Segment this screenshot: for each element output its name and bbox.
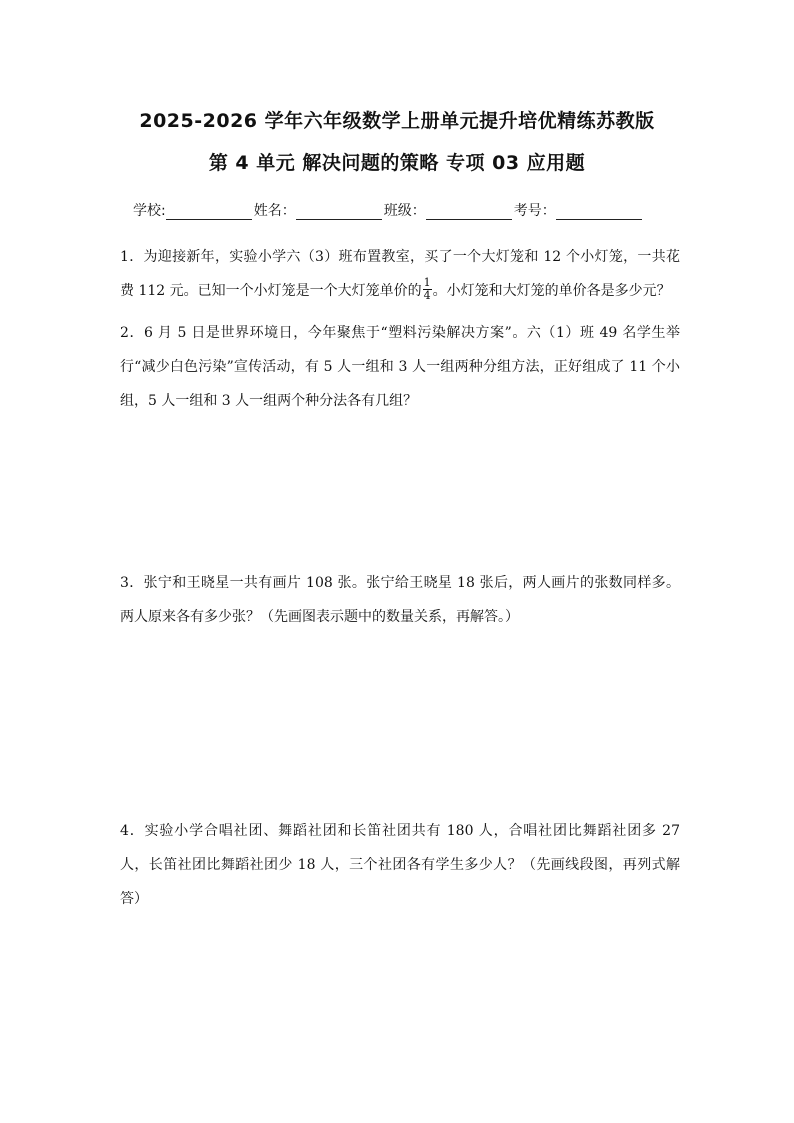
exam-no-label: 考号： (513, 203, 556, 219)
name-field[interactable] (254, 200, 384, 220)
school-blank[interactable] (166, 205, 252, 220)
fraction-one-quarter (423, 277, 432, 302)
class-blank[interactable] (426, 205, 512, 220)
worksheet-subtitle: 第 4 单元 解决问题的策略 专项 03 应用题 (208, 152, 586, 174)
school-label: 学校: (133, 203, 166, 219)
class-field[interactable] (384, 200, 514, 220)
exam-no-field[interactable] (514, 200, 642, 220)
question-2: 2．6 月 5 日是世界环境日，今年聚焦于“塑料污染解决方案”。六（1）班 49 名学生举行“减少白色污染”宣传活动，有 5 人一组和 3 人一组两种分组方法，正好组成了 11 个小组，5 人一组和 3 人一组两个种分法各有几组？ (120, 325, 680, 409)
school-field[interactable] (133, 200, 254, 220)
question-1-text: 1．为迎接新年，实验小学六（3）班布置教室，买了一个大灯笼和 12 个小灯笼，一共花费 112 元。已知一个小灯笼是一个大灯笼单价的 (120, 249, 680, 299)
name-label: 姓名： (253, 203, 296, 219)
name-blank[interactable] (296, 205, 382, 220)
worksheet-title: 2025-2026 学年六年级数学上册单元提升培优精练苏教版 (139, 110, 655, 132)
fraction-denominator: 4 (423, 288, 431, 302)
class-label: 班级： (383, 203, 426, 219)
question-4: 4．实验小学合唱社团、舞蹈社团和长笛社团共有 180 人，合唱社团比舞蹈社团多 27 人，长笛社团比舞蹈社团少 18 人，三个社团各有学生多少人？（先画线段图，再列式解答） (120, 823, 680, 907)
question-3: 3．张宁和王晓星一共有画片 108 张。张宁给王晓星 18 张后，两人画片的张数同样多。两人原来各有多少张？（先画图表示题中的数量关系，再解答。） (120, 575, 680, 625)
student-info-line (133, 200, 642, 220)
exam-no-blank[interactable] (556, 205, 642, 220)
fraction-numerator: 1 (423, 275, 431, 289)
question-1 (120, 240, 680, 308)
question-1-text-end: 。小灯笼和大灯笼的单价各是多少元？ (432, 283, 671, 299)
